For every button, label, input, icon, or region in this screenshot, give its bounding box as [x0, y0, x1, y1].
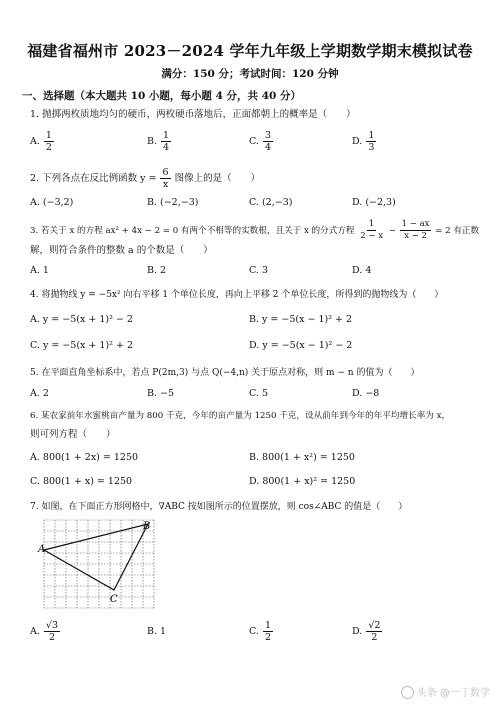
q4-option-b: B. y = −5(x − 1)² + 2 — [249, 314, 353, 325]
q6-option-b: B. 800(1 + x²) = 1250 — [249, 452, 355, 463]
q7-option-a: A. $\frac{√3}{2}$ — [30, 620, 59, 643]
q1-option-c: C. $\frac{3}{4}$ — [249, 130, 272, 153]
question-2-stem: 2. 下列各点在反比例函数 y = $\frac{6}{x}$ 图像上的是（ ） — [30, 167, 261, 190]
vertex-c-label: C — [110, 594, 118, 605]
triangle-abc — [44, 524, 148, 590]
q2-option-b: B. (−2,−3) — [147, 197, 199, 208]
question-5-stem: 5. 在平面直角坐标系中，若点 P(2m,3) 与点 Q(−4,n) 关于原点对称，则 m − n 的值为（ ） — [30, 368, 420, 378]
question-1-stem: 1. 抛掷两枚质地均匀的硬币，两枚硬币落地后，正面都朝上的概率是（ ） — [30, 109, 356, 120]
page-title: 福建省福州市 2023－2024 学年九年级上学期数学期末模拟试卷 — [27, 42, 473, 60]
q6-option-a: A. 800(1 + 2x) = 1250 — [30, 452, 139, 463]
q3-option-a: A. 1 — [30, 265, 49, 276]
q5-option-b: B. −5 — [147, 388, 175, 399]
q1-option-a: A. $\frac{1}{2}$ — [30, 130, 52, 153]
question-4-stem: 4. 将抛物线 y = −5x² 向右平移 1 个单位长度，再向上平移 2 个单位长度，所得到的抛物线为（ ） — [30, 290, 444, 300]
q7-option-d: D. $\frac{√2}{2}$ — [352, 620, 381, 643]
watermark-icon — [401, 686, 414, 699]
q4-option-d: D. y = −5(x − 1)² − 2 — [249, 340, 353, 351]
q3-option-d: D. 4 — [352, 265, 372, 276]
square-grid — [44, 520, 154, 608]
q3-option-b: B. 2 — [147, 265, 167, 276]
triangle-grid-figure — [38, 520, 156, 612]
q5-option-a: A. 2 — [30, 388, 49, 399]
section-heading: 一、选择题（本大题共 10 小题，每小题 4 分，共 40 分） — [22, 90, 301, 102]
q2-option-d: D. (−2,3) — [352, 197, 396, 208]
q7-option-c: C. $\frac{1}{2}$ — [249, 620, 272, 643]
question-6-stem: 6. 某农家前年水蜜桃亩产量为 800 千克，今年的亩产量为 1250 千克，设从前年到今年的年平均增长率为 x， — [30, 411, 451, 421]
q4-option-c: C. y = −5(x + 1)² + 2 — [30, 340, 134, 351]
vertex-b-label: B — [143, 521, 151, 532]
q1-option-b: B. $\frac{1}{4}$ — [147, 130, 170, 153]
q2-option-a: A. (−3,2) — [30, 197, 74, 208]
question-3-stem: 3. 若关于 x 的方程 ax² + 4x − 2 = 0 有两个不相等的实数根，且关于 x 的分式方程 $\frac{1}{2 - x}$ − $\frac{1 - ax}{x - 2}$ = 2 有正数 — [30, 219, 480, 241]
q7-option-b: B. 1 — [147, 626, 167, 637]
q5-option-d: D. −8 — [352, 388, 380, 399]
q2-option-c: C. (2,−3) — [249, 197, 293, 208]
q3-option-c: C. 3 — [249, 265, 269, 276]
exam-info: 满分：150 分；考试时间：120 分钟 — [161, 68, 339, 80]
q1-option-d: D. $\frac{1}{3}$ — [352, 130, 375, 153]
question-7-stem: 7. 如图，在下面正方形网格中，∇ABC 按如图所示的位置摆放，则 cos∠ABC 的值是（ ） — [30, 502, 408, 512]
q6-option-d: D. 800(1 + x)² = 1250 — [249, 476, 356, 487]
watermark: 头条 @一丁数学 — [401, 684, 490, 700]
q4-option-a: A. y = −5(x + 1)² − 2 — [30, 314, 133, 325]
vertex-a-label: A — [38, 544, 46, 555]
question-6-stem-line2: 则可列方程（ ） — [30, 429, 116, 440]
q6-option-c: C. 800(1 + x) = 1250 — [30, 476, 133, 487]
grid-svg — [38, 520, 156, 608]
question-3-stem-line2: 解，则符合条件的整数 a 的个数是（ ） — [30, 245, 213, 256]
q5-option-c: C. 5 — [249, 388, 269, 399]
